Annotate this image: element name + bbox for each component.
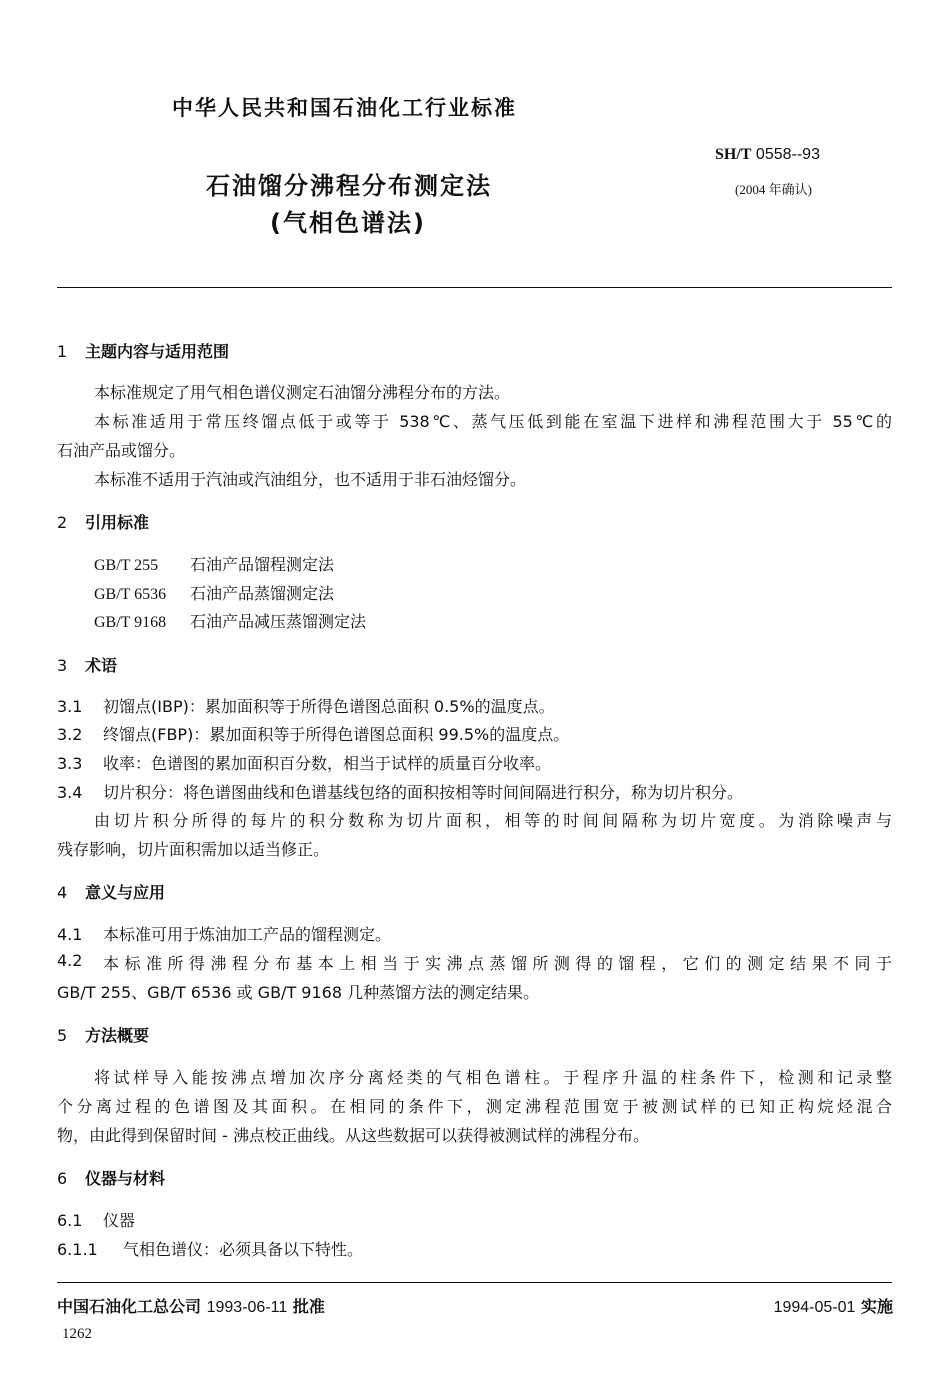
paragraph-line: 本标准适用于常压终馏点低于或等于 538℃、蒸气压低到能在室温下进样和沸程范围大于 55℃的 bbox=[94, 412, 892, 431]
term-number: 3.3 bbox=[57, 754, 83, 773]
term-text: 切片积分：将色谱图曲线和色谱基线包络的面积按相等时间间隔进行积分，称为切片积分。 bbox=[103, 783, 744, 802]
paragraph: 本标准规定了用气相色谱仪测定石油馏分沸程分布的方法。 bbox=[94, 383, 511, 402]
reference-item bbox=[94, 552, 334, 575]
clause-text: 本标准可用于炼油加工产品的馏程测定。 bbox=[103, 925, 392, 944]
term-number: 3.2 bbox=[57, 725, 83, 744]
paragraph-line: 石油产品或馏分。 bbox=[57, 441, 186, 460]
confirm-year: (2004 年确认) bbox=[735, 182, 812, 197]
term-text: 收率：色谱图的累加面积百分数，相当于试样的质量百分收率。 bbox=[103, 754, 552, 773]
term-item bbox=[57, 722, 569, 745]
standard-code-number: 0558--93 bbox=[755, 146, 820, 163]
document-title: 石油馏分沸程分布测定法 bbox=[206, 172, 492, 200]
reference-item bbox=[94, 609, 366, 632]
clause-text: 气相色谱仪：必须具备以下特性。 bbox=[123, 1240, 364, 1259]
section-heading-4 bbox=[57, 880, 165, 903]
clause-item bbox=[57, 1237, 363, 1260]
footer-effective bbox=[774, 1294, 893, 1317]
paragraph-line: 物，由此得到保留时间 - 沸点校正曲线。从这些数据可以获得被测试样的沸程分布。 bbox=[57, 1126, 649, 1145]
section-title: 引用标准 bbox=[85, 513, 150, 532]
approve-label: 批准 bbox=[292, 1297, 325, 1316]
reference-item bbox=[94, 581, 334, 604]
section-title: 意义与应用 bbox=[85, 883, 166, 902]
section-title: 仪器与材料 bbox=[85, 1169, 166, 1188]
effective-label: 实施 bbox=[860, 1297, 893, 1316]
section-heading-1 bbox=[57, 339, 229, 362]
term-number: 3.1 bbox=[57, 697, 83, 716]
paragraph-line: 残存影响，切片面积需加以适当修正。 bbox=[57, 840, 330, 859]
reference-code: GB/T 6536 bbox=[94, 586, 167, 603]
section-number: 5 bbox=[57, 1026, 68, 1045]
section-number: 3 bbox=[57, 656, 68, 675]
term-text: 终馏点(FBP)：累加面积等于所得色谱图总面积 99.5%的温度点。 bbox=[103, 725, 570, 744]
paragraph: 本标准不适用于汽油或汽油组分，也不适用于非石油烃馏分。 bbox=[94, 470, 527, 489]
clause-text: 仪器 bbox=[103, 1211, 136, 1230]
section-heading-5 bbox=[57, 1023, 149, 1046]
section-title: 术语 bbox=[85, 656, 118, 675]
reference-name: 石油产品馏程测定法 bbox=[190, 555, 335, 574]
clause-number: 6.1 bbox=[57, 1211, 83, 1230]
section-heading-2 bbox=[57, 510, 149, 533]
document-subtitle: (气相色谱法) bbox=[270, 209, 426, 237]
paragraph-line: 个分离过程的色谱图及其面积。在相同的条件下，测定沸程范围宽于被测试样的已知正构烷烃混合 bbox=[57, 1097, 892, 1116]
clause-item bbox=[57, 922, 391, 945]
paragraph-line: 将试样导入能按沸点增加次序分离烃类的气相色谱柱。于程序升温的柱条件下，检测和记录整 bbox=[94, 1068, 892, 1087]
clause-number: 4.1 bbox=[57, 925, 83, 944]
issuer: 中国石油化工总公司 bbox=[57, 1297, 202, 1316]
standard-code-prefix: SH/T bbox=[715, 146, 752, 163]
section-heading-6 bbox=[57, 1166, 165, 1189]
section-title: 主题内容与适用范围 bbox=[85, 342, 230, 361]
term-item bbox=[57, 780, 743, 803]
clause-text-line: 本标准所得沸程分布基本上相当于实沸点蒸馏所测得的馏程，它们的测定结果不同于 bbox=[103, 954, 892, 973]
page-number: 1262 bbox=[62, 1326, 92, 1342]
reference-code: GB/T 255 bbox=[94, 557, 159, 574]
section-title: 方法概要 bbox=[85, 1026, 150, 1045]
term-text: 初馏点(IBP)：累加面积等于所得色谱图总面积 0.5%的温度点。 bbox=[103, 697, 555, 716]
reference-code: GB/T 9168 bbox=[94, 614, 167, 631]
approve-date: 1993-06-11 bbox=[206, 1299, 288, 1316]
section-number: 6 bbox=[57, 1169, 68, 1188]
section-heading-3 bbox=[57, 653, 117, 676]
clause-text-line: GB/T 255、GB/T 6536 或 GB/T 9168 几种蒸馏方法的测定结果。 bbox=[57, 983, 540, 1002]
term-item bbox=[57, 751, 551, 774]
clause-item bbox=[57, 1208, 135, 1231]
section-number: 2 bbox=[57, 513, 68, 532]
section-number: 4 bbox=[57, 883, 68, 902]
footer-approval bbox=[57, 1294, 325, 1317]
section-number: 1 bbox=[57, 342, 68, 361]
standard-category-title: 中华人民共和国石油化工行业标准 bbox=[172, 96, 517, 120]
header-divider bbox=[57, 287, 892, 288]
reference-name: 石油产品蒸馏测定法 bbox=[190, 584, 335, 603]
clause-number: 6.1.1 bbox=[57, 1240, 98, 1259]
paragraph-line: 由切片积分所得的每片的积分数称为切片面积，相等的时间间隔称为切片宽度。为消除噪声与 bbox=[94, 811, 892, 830]
footer-divider bbox=[57, 1282, 892, 1283]
standard-code bbox=[715, 146, 820, 164]
effective-date: 1994-05-01 bbox=[773, 1299, 856, 1316]
reference-name: 石油产品减压蒸馏测定法 bbox=[190, 612, 367, 631]
clause-number: 4.2 bbox=[57, 951, 83, 970]
term-number: 3.4 bbox=[57, 783, 83, 802]
term-item bbox=[57, 694, 555, 717]
